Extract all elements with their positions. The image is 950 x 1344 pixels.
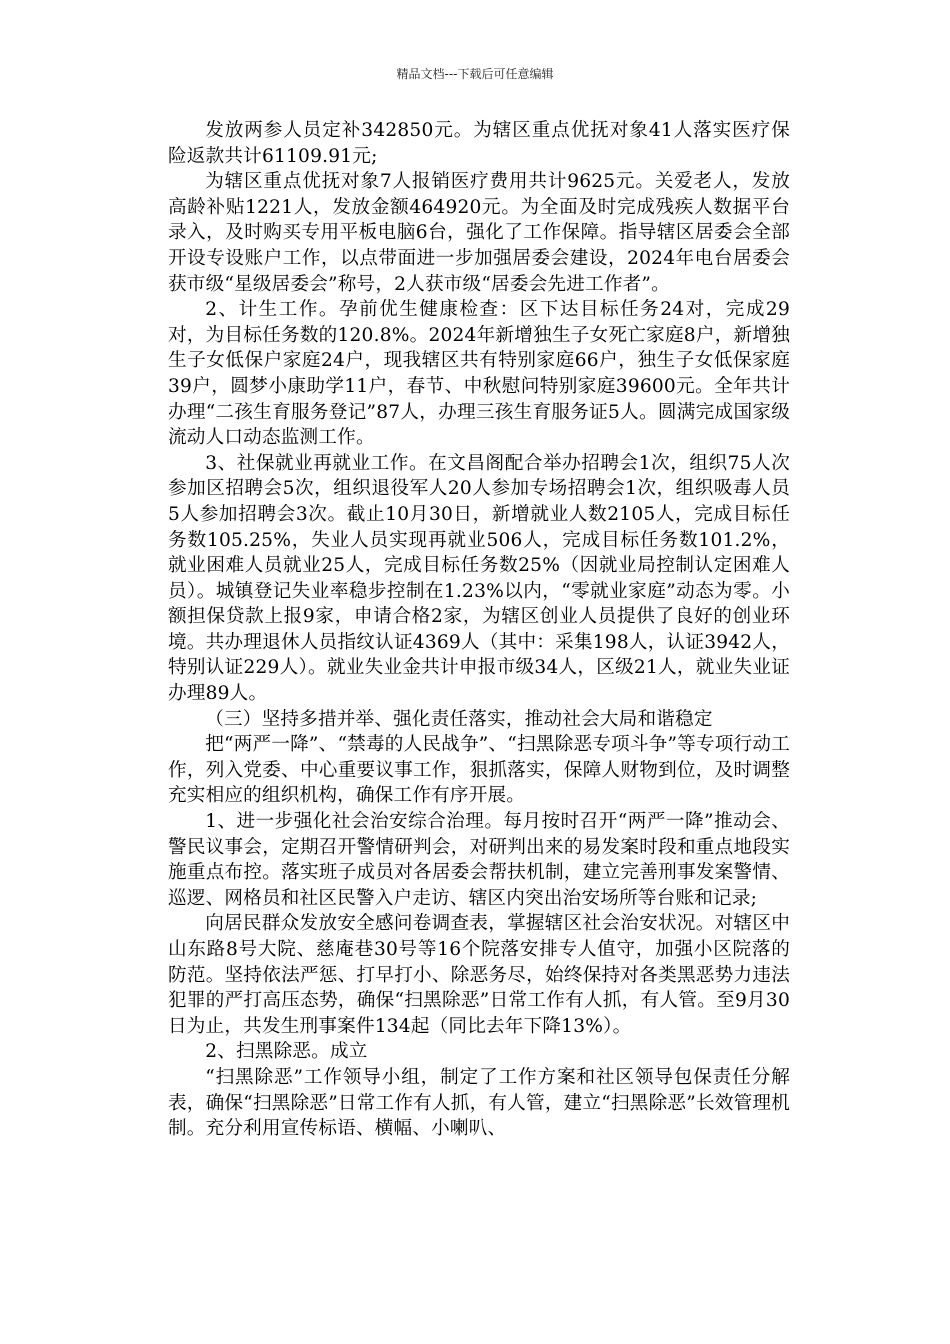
- paragraph: 发放两参人员定补342850元。为辖区重点优抚对象41人落实医疗保险返款共计61109.91元;: [168, 120, 790, 167]
- paragraph: 1、进一步强化社会治安综合治理。每月按时召开“两严一降”推动会、警民议事会，定期召开警情研判会，对研判出来的易发案时段和重点地段实施重点布控。落实班子成员对各居委会帮扶机制，建立完善刑事发案警情、巡逻、网格员和社区民警入户走访、辖区内突出治安场所等台账和记录;: [168, 811, 790, 909]
- paragraph: 向居民群众发放安全感问卷调查表，掌握辖区社会治安状况。对辖区中山东路8号大院、慈庵巷30号等16个院落安排专人值守，加强小区院落的防范。坚持依法严惩、打早打小、除恶务尽，始终保持对各类黑恶势力违法犯罪的严打高压态势，确保“扫黑除恶”日常工作有人抓，有人管。至9月30日为止，共发生刑事案件134起（同比去年下降13%）。: [168, 913, 790, 1037]
- paragraph: 2、扫黑除恶。成立: [205, 1041, 368, 1063]
- section-heading: （三）坚持多措并举、强化责任落实，推动社会大局和谐稳定: [205, 708, 713, 730]
- paragraph: 3、社保就业再就业工作。在文昌阁配合举办招聘会1次，组织75人次参加区招聘会5次，组织退役军人20人参加专场招聘会1次，组织吸毒人员5人参加招聘会3次。截止10月30日，新增就业人数2105人，完成目标任务数105.25%，失业人员实现再就业506人，完成目标任务数101.2%，就业困难人员就业25人，完成目标任务数25%（因就业局控制认定困难人员）。城镇登记失业率稳步控制在1.23%以内，“零就业家庭”动态为零。小额担保贷款上报9家，申请合格2家，为辖区创业人员提供了良好的创业环境。共办理退休人员指纹认证4369人（其中：采集198人，认证3942人，特别认证229人）。就业失业金共计申报市级34人，区级21人，就业失业证办理89人。: [168, 452, 790, 705]
- document-body: [168, 118, 790, 1142]
- paragraph: 2、计生工作。孕前优生健康检查：区下达目标任务24对，完成29对，为目标任务数的120.8%。2024年新增独生子女死亡家庭8户，新增独生子女低保户家庭24户，现我辖区共有特别家庭66户，独生子女低保家庭39户，圆梦小康助学11户，春节、中秋慰问特别家庭39600元。全年共计办理“二孩生育服务登记”87人，办理三孩生育服务证5人。圆满完成国家级流动人口动态监测工作。: [168, 299, 790, 449]
- page-header: 精品文档---下载后可任意编辑: [396, 67, 554, 81]
- paragraph: 把“两严一降”、“禁毒的人民战争”、“扫黑除恶专项斗争”等专项行动工作，列入党委、中心重要议事工作，狠抓落实，保障人财物到位，及时调整充实相应的组织机构，确保工作有序开展。: [168, 734, 790, 807]
- paragraph: “扫黑除恶”工作领导小组，制定了工作方案和社区领导包保责任分解表，确保“扫黑除恶”日常工作有人抓，有人管，建立“扫黑除恶”长效管理机制。充分利用宣传标语、横幅、小喇叭、: [168, 1066, 790, 1140]
- paragraph: 为辖区重点优抚对象7人报销医疗费用共计9625元。关爱老人，发放高龄补贴1221人，发放金额464920元。为全面及时完成残疾人数据平台录入，及时购买专用平板电脑6台，强化了工作保障。指导辖区居委会全部开设专设账户工作，以点带面进一步加强居委会建设，2024年电台居委会获市级“星级居委会”称号，2人获市级“居委会先进工作者”。: [168, 171, 790, 295]
